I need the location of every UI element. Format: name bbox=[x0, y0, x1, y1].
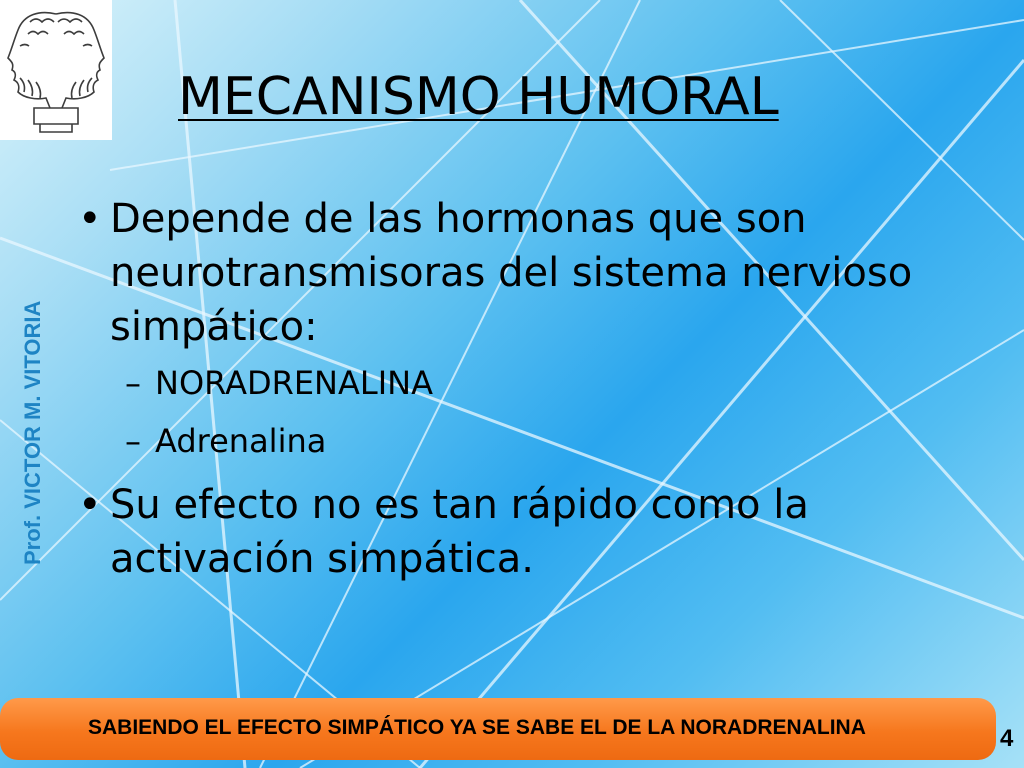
bullet-dot-icon: • bbox=[78, 196, 102, 242]
janus-two-faced-head-icon bbox=[0, 0, 112, 140]
bullet-text: Depende de las hormonas que son neurotransmisoras del sistema nervioso simpático: bbox=[110, 196, 913, 350]
sub-bullet-item bbox=[70, 354, 950, 412]
bullet-item bbox=[70, 478, 950, 586]
dash-icon: – bbox=[125, 422, 141, 460]
sub-bullet-item bbox=[70, 412, 950, 470]
footer-text: SABIENDO EL EFECTO SIMPÁTICO YA SE SABE EL DE LA NORADRENALINA bbox=[88, 716, 866, 739]
bullet-text: Su efecto no es tan rápido como la activación simpática. bbox=[110, 482, 809, 582]
page-number: 4 bbox=[1000, 725, 1014, 752]
bullet-item bbox=[70, 192, 950, 354]
bullet-dot-icon: • bbox=[78, 482, 102, 528]
slide-title: MECANISMO HUMORAL bbox=[178, 67, 779, 127]
janus-logo bbox=[0, 0, 112, 140]
author-vertical-label: Prof. VICTOR M. VITORIA bbox=[20, 300, 45, 565]
dash-icon: – bbox=[125, 364, 141, 402]
sub-bullet-text: NORADRENALINA bbox=[155, 364, 433, 402]
sub-bullet-text: Adrenalina bbox=[155, 422, 327, 460]
slide-content bbox=[70, 192, 950, 586]
